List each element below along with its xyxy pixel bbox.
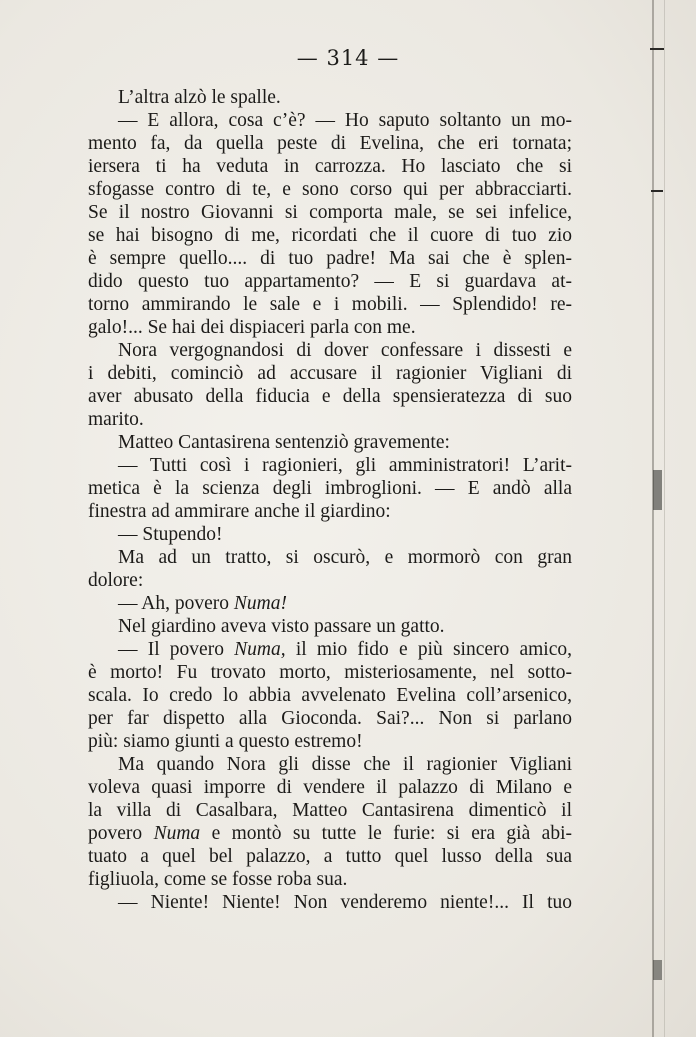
text-line: è morto! Fu trovato morto, misteriosamente, nel sotto- [88,662,572,683]
text-line: Ma quando Nora gli disse che il ragionier Vigliani [118,754,572,775]
text-line: marito. [88,409,144,430]
text-line: — Niente! Niente! Non venderemo niente!... Il tuo [118,892,572,913]
text-line: i debiti, cominciò ad accusare il ragionier Vigliani di [88,363,572,384]
text-line: Nora vergognandosi di dover confessare i dissesti e [118,340,572,361]
binding-edge-secondary [664,0,665,1037]
edge-mark [653,470,662,510]
text-line: L’altra alzò le spalle. [118,87,281,108]
text-line: più: siamo giunti a questo estremo! [88,731,363,752]
text-line: voleva quasi imporre di vendere il palazzo di Milano e [88,777,572,798]
italic-name: Numa! [233,593,287,614]
text-line: — Il povero Numa, il mio fido e più sincero amico, [118,639,572,660]
text-line: Nel giardino aveva visto passare un gatto. [118,616,445,637]
text-line: la villa di Casalbara, Matteo Cantasirena dimenticò il [88,800,572,821]
text-line: dido questo tuo appartamento? — E si guardava at- [88,271,572,292]
text-line: — Tutti così i ragionieri, gli amministratori! L’arit- [118,455,572,476]
text-line: finestra ad ammirare anche il giardino: [88,501,391,522]
text-line: — Ah, povero Numa! [118,593,287,614]
text-line: Ma ad un tratto, si oscurò, e mormorò con gran [118,547,572,568]
italic-name: Numa, [234,639,286,660]
text-line: povero Numa e montò su tutte le furie: si era già abi- [88,823,572,844]
text-line: Matteo Cantasirena sentenziò gravemente: [118,432,450,453]
text-line: scala. Io credo lo abbia avvelenato Evelina coll’arsenico, [88,685,572,706]
text-line: se hai bisogno di me, ricordati che il cuore di tuo zio [88,225,572,246]
text-line: per far dispetto alla Gioconda. Sai?... Non si parlano [88,708,572,729]
text-line: Se il nostro Giovanni si comporta male, se sei infelice, [88,202,572,223]
text-line: — E allora, cosa c’è? — Ho saputo soltanto un mo- [118,110,572,131]
text-line: sfogasse contro di te, e sono corso qui per abbracciarti. [88,179,572,200]
page-number: — 314 — [296,46,400,70]
edge-mark [653,960,662,980]
body-text [88,86,572,914]
text-line: metica è la scienza degli imbroglioni. — E andò alla [88,478,572,499]
text-line: iersera ti ha veduta in carrozza. Ho lasciato che si [88,156,572,177]
text-line: aver abusato della fiducia e della spensieratezza di suo [88,386,572,407]
text-line: mento fa, da quella peste di Evelina, che eri tornata; [88,133,572,154]
binding-edge [652,0,654,1037]
text-line: figliuola, come se fosse roba sua. [88,869,348,890]
text-line: tuato a quel bel palazzo, a tutto quel lusso della sua [88,846,572,867]
text-line: torno ammirando le sale e i mobili. — Splendido! re- [88,294,572,315]
text-line: è sempre quello.... di tuo padre! Ma sai che è splen- [88,248,572,269]
text-line: — Stupendo! [118,524,223,545]
text-line: dolore: [88,570,144,591]
text-line: galo!... Se hai dei dispiaceri parla con me. [88,317,416,338]
edge-mark [651,190,663,192]
italic-name: Numa [153,823,201,844]
